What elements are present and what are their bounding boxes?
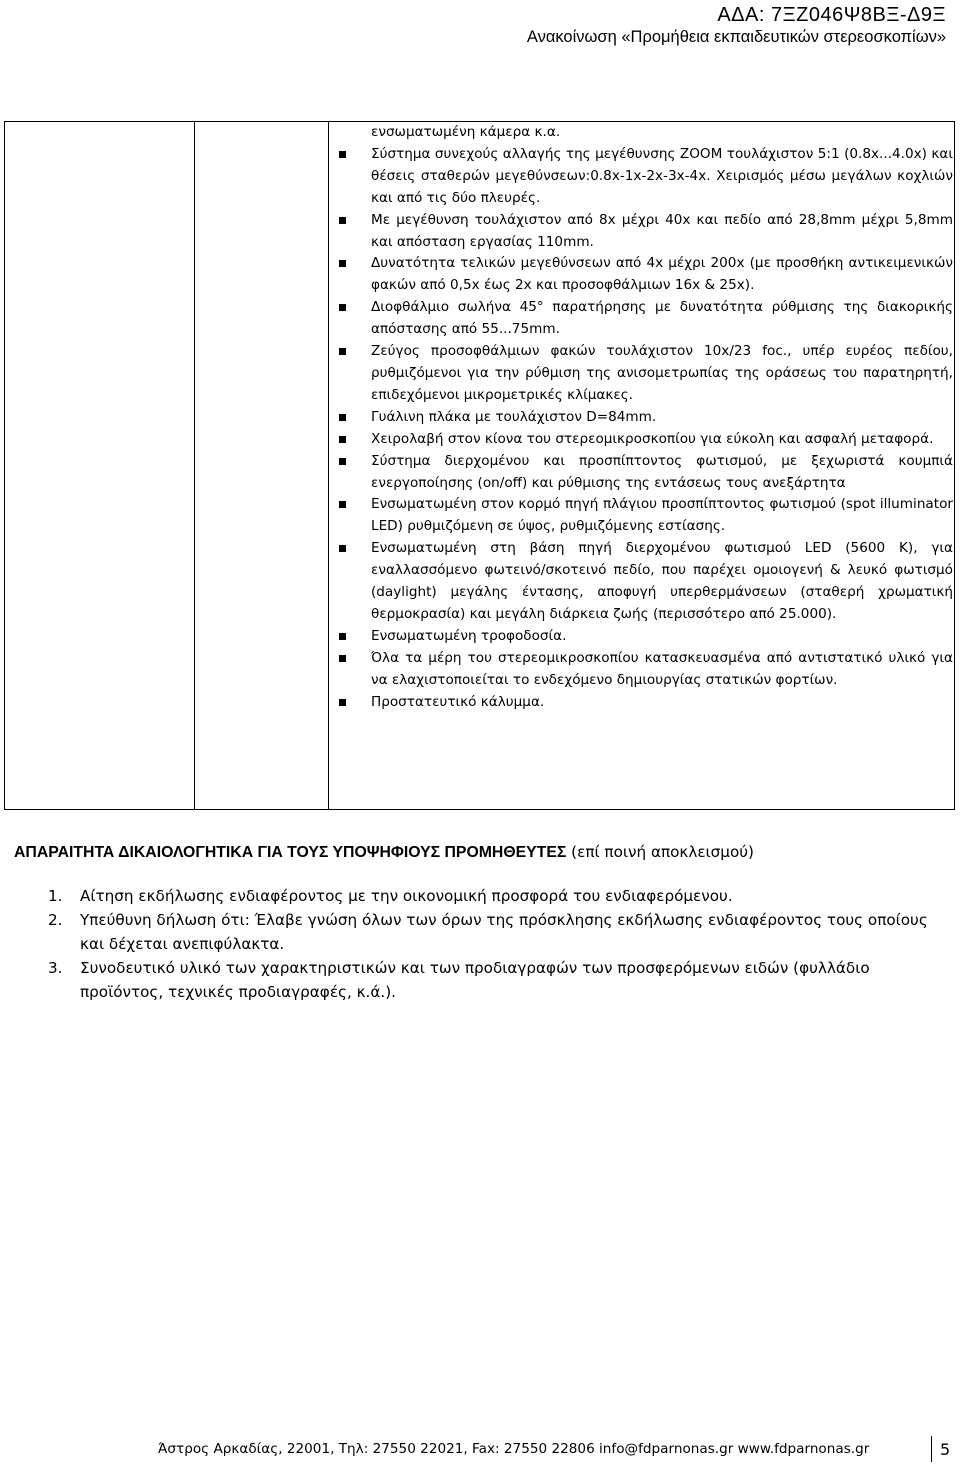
announcement-title: Ανακοίνωση «Προμήθεια εκπαιδευτικών στερεοσκοπίων»	[526, 28, 946, 46]
table-column-item	[5, 122, 195, 809]
requirements-heading-bold: ΑΠΑΡΑΙΤΗΤΑ ΔΙΚΑΙΟΛΟΓΗΤΙΚΑ ΓΙΑ ΤΟΥΣ ΥΠΟΨΗΦΙΟΥΣ ΠΡΟΜΗΘΕΥΤΕΣ	[14, 844, 567, 861]
footer-contact: Άστρος Αρκαδίας, 22001, Τηλ: 27550 22021, Fax: 27550 22806 info@fdparnonas.gr www.fdparnonas.gr	[158, 1441, 870, 1457]
requirement-item	[48, 884, 948, 908]
requirement-number: 2.	[48, 911, 63, 929]
spec-item: Με μεγέθυνση τουλάχιστον από 8x μέχρι 40x και πεδίο από 28,8mm μέχρι 5,8mm και απόσταση εργασίας 110mm.	[371, 210, 953, 254]
spec-item: ενσωματωμένη κάμερα κ.α.	[371, 124, 561, 140]
requirement-item	[48, 908, 948, 956]
requirement-text: Συνοδευτικό υλικό των χαρακτηριστικών και των προδιαγραφών των προσφερόμενων ειδών (φυλλάδιο προϊόντος, τεχνικές προδιαγραφές, κ.ά.).	[80, 959, 870, 1001]
spec-item: Διοφθάλμιο σωλήνα 45° παρατήρησης με δυνατότητα ρύθμισης της διακορικής απόστασης από 55...75mm.	[371, 297, 953, 341]
spec-item: Ζεύγος προσοφθάλμιων φακών τουλάχιστον 10x/23 foc., υπέρ ευρέος πεδίου, ρυθμιζόμενοι για την ρύθμιση της ανισομετρωπίας της οράσεως του παρατηρητή, επιδεχόμενοι μικρομετρικές κλίμακες.	[371, 341, 953, 407]
page-number: 5	[940, 1440, 951, 1459]
spec-item: Ενσωματωμένη στον κορμό πηγή πλάγιου προσπίπτοντος φωτισμού (spot illuminator LED) ρυθμιζόμενη σε ύψος, ρυθμιζόμενης εστίασης.	[371, 494, 953, 538]
requirement-number: 3.	[48, 959, 63, 977]
requirements-heading	[14, 842, 754, 863]
specifications-list	[371, 122, 953, 713]
requirement-text: Αίτηση εκδήλωσης ενδιαφέροντος με την οικονομική προσφορά του ενδιαφερόμενου.	[80, 887, 733, 905]
spec-item: Χειρολαβή στον κίονα του στερεομικροσκοπίου για εύκολη και ασφαλή μεταφορά.	[371, 429, 953, 451]
requirement-text: Υπεύθυνη δήλωση ότι: Έλαβε γνώση όλων των όρων της πρόσκλησης εκδήλωσης ενδιαφέροντος τους οποίους και δέχεται ανεπιφύλακτα.	[80, 911, 928, 953]
spec-item: Ενσωματωμένη τροφοδοσία.	[371, 626, 953, 648]
spec-item: Προστατευτικό κάλυμμα.	[371, 692, 953, 714]
spec-item: Ενσωματωμένη στη βάση πηγή διερχομένου φωτισμού LED (5600 K), για εναλλασσόμενο φωτεινό/σκοτεινό πεδίο, που παρέχει ομοιογενή & λευκό φωτισμό (daylight) μεγάλης έντασης, αποφυγή υπερθερμάνσεων (σταθερή χρωματική θερμοκρασία) και μεγάλη διάρκεια ζωής (περισσότερο από 25.000).	[371, 538, 953, 626]
spec-item: Σύστημα συνεχούς αλλαγής της μεγέθυνσης ZOOM τουλάχιστον 5:1 (0.8x...4.0x) και θέσεις σταθερών μεγεθύνσεων:0.8x-1x-2x-3x-4x. Χειρισμός μέσω μεγάλων κοχλιών και από τις δύο πλευρές.	[371, 144, 953, 210]
requirements-heading-note: (επί ποινή αποκλεισμού)	[566, 843, 754, 861]
spec-item: Γυάλινη πλάκα με τουλάχιστον D=84mm.	[371, 407, 953, 429]
specifications-table	[4, 121, 955, 810]
table-column-quantity	[195, 122, 329, 809]
requirements-list	[48, 884, 948, 1004]
requirement-item	[48, 956, 948, 1004]
requirement-number: 1.	[48, 887, 63, 905]
page-number-divider	[931, 1436, 932, 1462]
ada-code: ΑΔΑ: 7ΞΖ046Ψ8ΒΞ-Δ9Ξ	[717, 4, 946, 26]
spec-item: Δυνατότητα τελικών μεγεθύνσεων από 4x μέχρι 200x (με προσθήκη αντικειμενικών φακών από 0,5x έως 2x και προσοφθάλμιων 16x & 25x).	[371, 253, 953, 297]
spec-item: Όλα τα μέρη του στερεομικροσκοπίου κατασκευασμένα από αντιστατικό υλικό για να ελαχιστοποιείται το ενδεχόμενο δημιουργίας στατικών φορτίων.	[371, 648, 953, 692]
spec-item: Σύστημα διερχομένου και προσπίπτοντος φωτισμού, με ξεχωριστά κουμπιά ενεργοποίησης (on/off) και ρύθμισης της εντάσεως τους ανεξάρτητα	[371, 451, 953, 495]
document-header	[527, 4, 946, 48]
